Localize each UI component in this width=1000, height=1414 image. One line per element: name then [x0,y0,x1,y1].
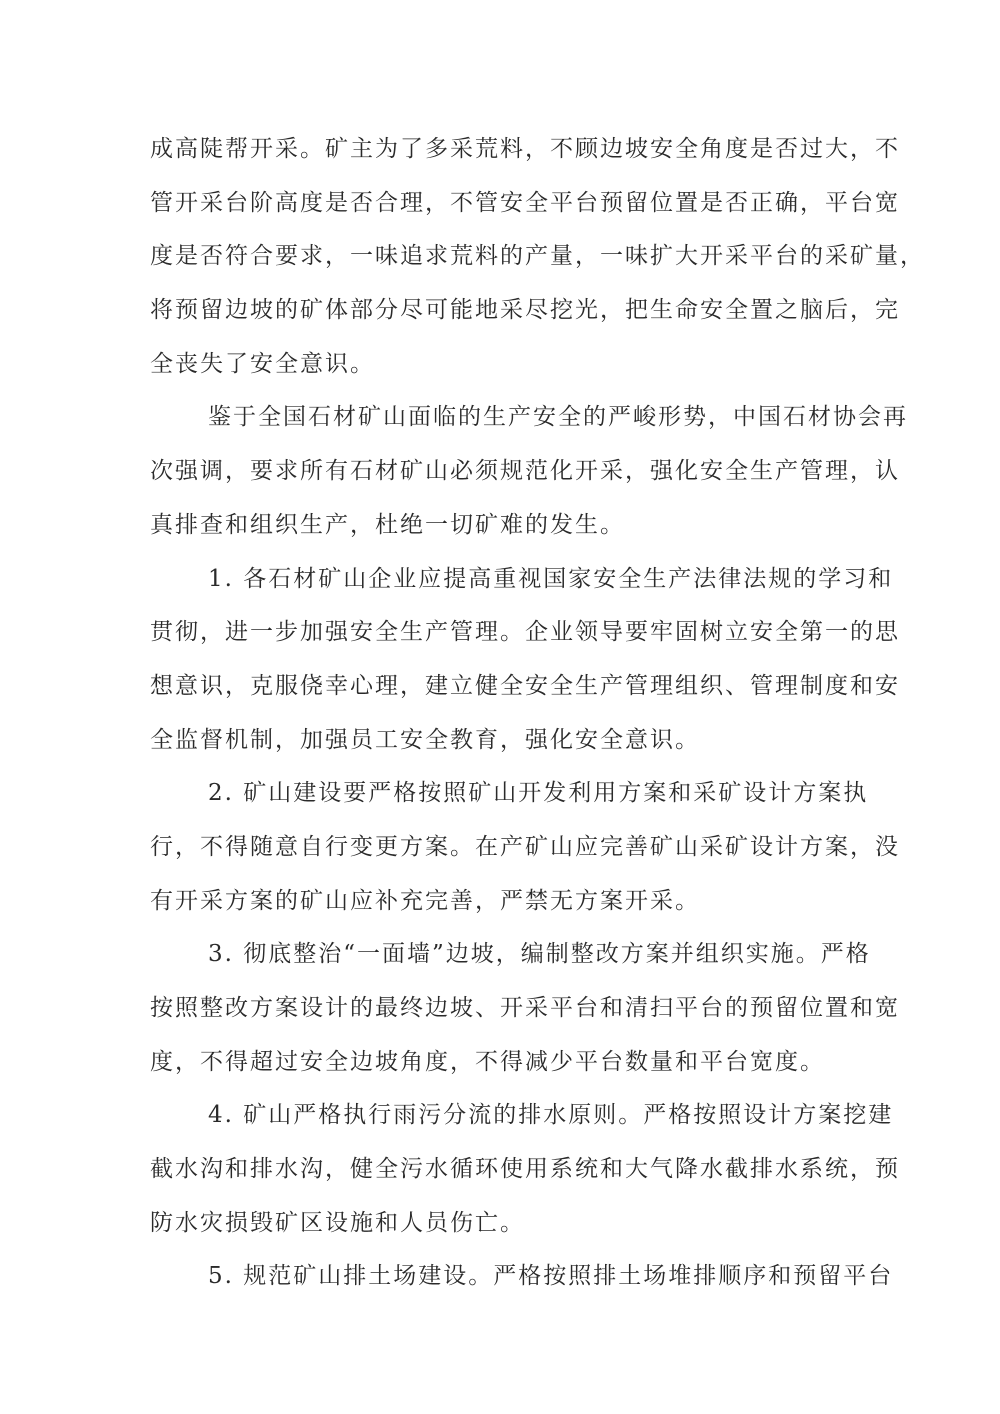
text-line: 鉴于全国石材矿山面临的生产安全的严峻形势，中国石材协会再 [208,404,908,431]
text-line: 真排查和组织生产，杜绝一切矿难的发生。 [150,511,625,538]
text-line: 行，不得随意自行变更方案。在产矿山应完善矿山采矿设计方案，没 [150,833,900,860]
text-line: 2. 矿山建设要严格按照矿山开发利用方案和采矿设计方案执 [208,780,869,807]
text-line: 全丧失了安全意识。 [150,350,375,377]
text-line: 5. 规范矿山排土场建设。严格按照排土场堆排顺序和预留平台 [208,1263,894,1290]
paragraph [150,1250,894,1304]
text-line: 1. 各石材矿山企业应提高重视国家安全生产法律法规的学习和 [208,565,894,592]
text-line: 4. 矿山严格执行雨污分流的排水原则。严格按照设计方案挖建 [208,1102,894,1129]
text-line: 有开采方案的矿山应补充完善，严禁无方案开采。 [150,887,700,914]
text-line: 度，不得超过安全边坡角度，不得减少平台数量和平台宽度。 [150,1048,825,1075]
paragraph [150,1089,900,1250]
text-line: 全监督机制，加强员工安全教育，强化安全意识。 [150,726,700,753]
text-line: 次强调，要求所有石材矿山必须规范化开采，强化安全生产管理，认 [150,458,900,485]
text-line: 防水灾损毁矿区设施和人员伤亡。 [150,1209,525,1236]
text-line: 截水沟和排水沟，健全污水循环使用系统和大气降水截排水系统，预 [150,1156,900,1183]
paragraph [150,767,900,928]
text-line: 贯彻，进一步加强安全生产管理。企业领导要牢固树立安全第一的思 [150,619,900,646]
text-line: 度是否符合要求，一味追求荒料的产量，一味扩大开采平台的采矿量， [150,243,925,270]
text-line: 将预留边坡的矿体部分尽可能地采尽挖光，把生命安全置之脑后，完 [150,297,900,324]
paragraph [150,553,900,768]
paragraph [150,123,925,391]
paragraph [150,391,908,552]
document-body [150,123,925,1304]
text-line: 成高陡帮开采。矿主为了多采荒料，不顾边坡安全角度是否过大，不 [150,136,900,162]
text-line: 管开采台阶高度是否合理，不管安全平台预留位置是否正确，平台宽 [150,189,900,216]
text-line: 3. 彻底整治“一面墙”边坡，编制整改方案并组织实施。严格 [208,941,871,968]
paragraph [150,928,900,1089]
text-line: 想意识，克服侥幸心理，建立健全安全生产管理组织、管理制度和安 [150,672,900,699]
text-line: 按照整改方案设计的最终边坡、开采平台和清扫平台的预留位置和宽 [150,995,900,1021]
